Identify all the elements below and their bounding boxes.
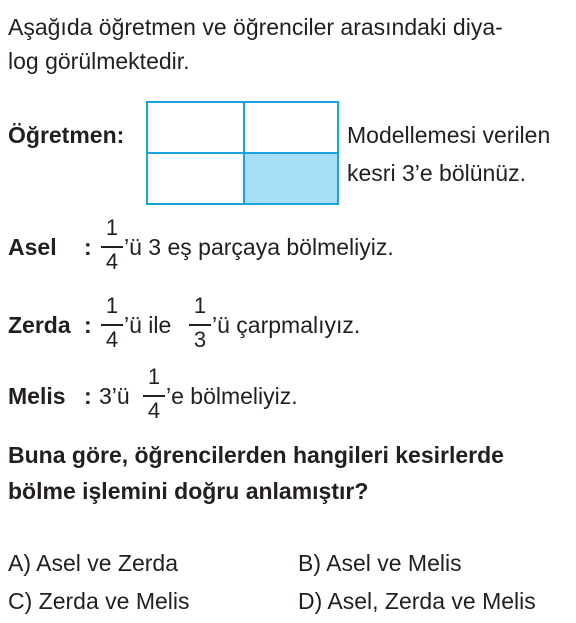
zerda-fraction-2-numerator: 1	[193, 293, 207, 318]
asel-name: Asel	[8, 234, 57, 260]
teacher-label: Öğretmen:	[8, 122, 125, 148]
zerda-name: Zerda	[8, 312, 71, 338]
question-line-1: Buna göre, öğrencilerden hangileri kesirlerde	[8, 442, 504, 468]
model-cell-top-right	[245, 103, 337, 152]
asel-fraction-numerator: 1	[105, 215, 119, 240]
option-b[interactable]: B) Asel ve Melis	[298, 550, 462, 576]
teacher-text-line-1: Modellemesi verilen	[347, 122, 551, 148]
fraction-model-grid	[146, 101, 339, 205]
intro-line-2: log görülmektedir.	[8, 48, 190, 74]
option-d[interactable]: D) Asel, Zerda ve Melis	[298, 588, 536, 614]
model-horizontal-divider	[148, 152, 337, 154]
model-cell-top-left	[148, 103, 243, 152]
zerda-text-end: ’ü çarpmalıyız.	[212, 312, 361, 338]
zerda-colon: :	[84, 312, 92, 338]
melis-text-pre: 3’ü	[99, 383, 130, 409]
model-cell-bottom-right	[245, 154, 337, 203]
asel-text: ’ü 3 eş parçaya bölmeliyiz.	[124, 234, 394, 260]
zerda-fraction-1-bar	[101, 324, 123, 326]
intro-line-1: Aşağıda öğretmen ve öğrenciler arasındaki diya-	[8, 14, 503, 40]
question-line-2: bölme işlemini doğru anlamıştır?	[8, 478, 369, 504]
melis-name: Melis	[8, 383, 66, 409]
option-c[interactable]: C) Zerda ve Melis	[8, 588, 190, 614]
zerda-text-mid: ’ü ile	[124, 312, 172, 338]
melis-colon: :	[84, 383, 92, 409]
melis-fraction-denominator: 4	[147, 398, 161, 423]
melis-fraction-numerator: 1	[147, 364, 161, 389]
asel-fraction-bar	[101, 246, 123, 248]
model-cell-bottom-left	[148, 154, 243, 203]
zerda-fraction-2-bar	[189, 324, 211, 326]
zerda-fraction-1-numerator: 1	[105, 293, 119, 318]
asel-colon: :	[84, 234, 92, 260]
melis-fraction-bar	[143, 395, 165, 397]
asel-fraction-denominator: 4	[105, 249, 119, 274]
zerda-fraction-2-denominator: 3	[193, 327, 207, 352]
teacher-text-line-2: kesri 3’e bölünüz.	[347, 160, 526, 186]
melis-text-end: ’e bölmeliyiz.	[166, 383, 298, 409]
zerda-fraction-1-denominator: 4	[105, 327, 119, 352]
option-a[interactable]: A) Asel ve Zerda	[8, 550, 179, 576]
